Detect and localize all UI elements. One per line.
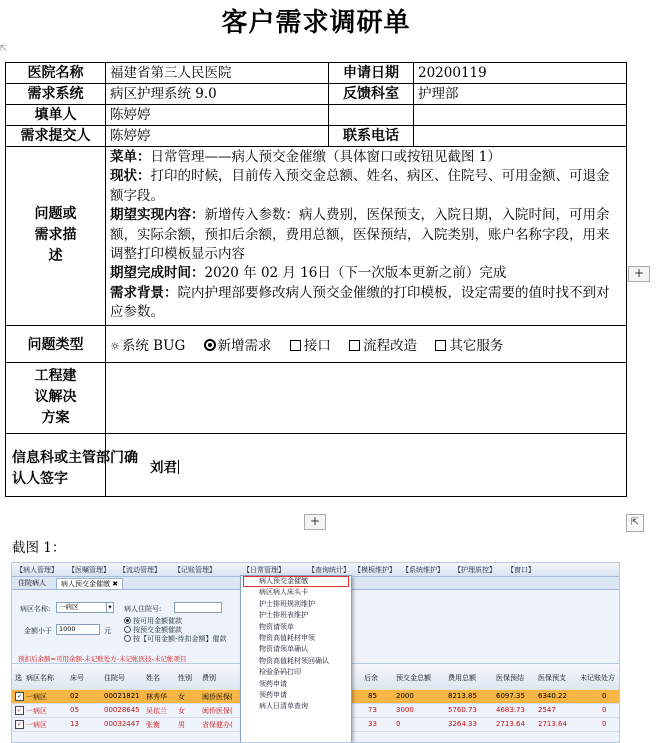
engineer-label-text: 工程建议解决方案 (34, 368, 77, 427)
type-label: 问题类型 (6, 325, 106, 362)
radio-selected-icon (204, 339, 216, 351)
daily-management-dropdown (240, 575, 352, 743)
row-checkbox[interactable]: ✓ (16, 707, 23, 714)
desc-label-text: 问题或需求描述 (34, 206, 77, 265)
text-cursor (178, 460, 179, 474)
screenshot-caption: 截图 1： (12, 540, 66, 556)
amount-label: 金额小于 (24, 627, 52, 635)
menu-item-deposit-reminder[interactable]: 病人预交金催缴 (243, 576, 349, 587)
request-form-table (5, 62, 627, 497)
col-header[interactable]: 住院号 (104, 674, 125, 682)
hospital-value[interactable]: 福建省第三人民医院 (106, 63, 329, 84)
menu-item[interactable]: 【系统维护】 (402, 566, 444, 574)
submitter-label: 需求提交人 (6, 126, 106, 147)
checkbox-icon (290, 340, 301, 351)
status-text: 打印的时候，目前传入预交金总额、姓名、病区、住院号、可用金额、可退金额字段。 (110, 168, 610, 204)
apply-date-label: 申请日期 (329, 63, 414, 84)
menu-item[interactable]: 物资高值耗材领回确认 (259, 656, 329, 665)
table-row[interactable]: ✓ 一病区 13 00032447 张衡 男 省保健办( 33 0 3264.33 2713.64 2713.64 0 (12, 718, 619, 732)
deadline-key: 期望完成时间： (110, 265, 205, 282)
checkbox-icon (349, 340, 360, 351)
system-label: 需求系统 (6, 84, 106, 105)
background-text: 院内护理部要修改病人预交金催缴的打印模板，设定需要的值时找不到对应参数。 (110, 284, 610, 321)
sign-label: 信息科或主管部门确认人签字 (12, 449, 138, 487)
expect-line (110, 206, 622, 264)
radio-selected-icon (124, 617, 131, 624)
menu-item[interactable]: 【护理质控】 (454, 566, 496, 574)
background-line (110, 284, 622, 323)
sign-label-cell (6, 433, 138, 496)
desc-label (6, 147, 106, 326)
col-header[interactable]: 姓名 (146, 674, 160, 682)
menu-line (110, 148, 622, 167)
col-header[interactable]: 病区名称 (26, 674, 54, 682)
col-header[interactable]: 床号 (70, 674, 84, 682)
menu-item[interactable]: 【病人管理】 (16, 566, 58, 574)
balance-formula-note: 预扣后余额=可用余额-未记账处方-未记帐医技-未记帐项目 (18, 655, 187, 663)
menu-item[interactable]: 护士排班表维护 (259, 611, 308, 620)
dept-value[interactable]: 护理部 (414, 84, 627, 105)
table-row[interactable]: ✓ 一病区 05 00028645 吴依兰 女 闽侨医保( 73 3000 5760.73 4683.73 2547 0 (12, 704, 619, 718)
status-key: 现状： (110, 168, 151, 185)
phone-label: 联系电话 (329, 126, 414, 147)
submitter-value[interactable]: 陈婷婷 (106, 126, 329, 147)
system-value[interactable]: 病区护理系统 9.0 (106, 84, 329, 105)
tab-inpatient[interactable]: 住院病人 (18, 579, 46, 587)
col-header[interactable]: 预交金总额 (396, 674, 431, 682)
desc-body[interactable] (106, 147, 627, 326)
row-checkbox[interactable]: ✓ (16, 721, 23, 728)
status-line (110, 167, 622, 206)
sign-value: 刘君 (150, 459, 177, 476)
menu-item[interactable]: 【查询统计】 (308, 566, 350, 574)
menu-item[interactable]: 物资请领单确认 (259, 645, 308, 654)
engineer-value[interactable] (106, 362, 627, 433)
add-row-plus-icon[interactable]: + (304, 514, 326, 530)
document-title: 客户需求调研单 (221, 8, 411, 38)
type-option-new[interactable]: 新增需求 (204, 334, 272, 354)
col-header[interactable]: 医保预结 (496, 674, 524, 682)
radio-by-available-minus-pending[interactable]: 按【可用金额-待扣金额】催款 (124, 634, 227, 644)
menu-key: 菜单： (110, 149, 151, 165)
background-key: 需求背景： (110, 284, 178, 301)
menu-item[interactable]: 领药申请 (259, 690, 287, 699)
col-header[interactable]: 后余 (364, 674, 378, 682)
menu-item[interactable]: 【医嘱管理】 (68, 566, 110, 574)
menu-item[interactable]: 检验条码打印 (259, 668, 301, 677)
menu-item[interactable]: 护士排班规则维护 (259, 599, 315, 608)
empty-cell (414, 105, 627, 126)
engineer-label (6, 362, 106, 433)
table-anchor-icon[interactable]: ⇱ (0, 44, 8, 54)
type-option-other[interactable]: 其它服务 (435, 334, 503, 354)
menu-item[interactable]: 【窗口】 (507, 566, 535, 574)
menu-item[interactable]: 【记账管理】 (174, 566, 216, 574)
col-header[interactable]: 性别 (178, 674, 192, 682)
menu-text: 日常管理——病人预交金催缴（具体窗口或按钮见截图 1） (150, 149, 501, 165)
menu-item[interactable]: 领药申请 (259, 679, 287, 688)
apply-date-value[interactable]: 20200119 (414, 63, 627, 84)
hospital-label: 医院名称 (6, 63, 106, 84)
expect-key: 期望实现内容： (110, 207, 205, 224)
type-option-process[interactable]: 流程改造 (349, 334, 417, 354)
radio-by-available[interactable]: 按可用金额催款 (124, 616, 182, 626)
table-row[interactable]: ✓ 一病区 02 00021821 林秀华 女 闽侨医保( 85 2000 8213.85 6097.35 6340.22 0 (12, 690, 619, 704)
type-option-bug[interactable]: ☼ 系统 BUG (110, 337, 186, 354)
type-option-interface[interactable]: 接口 (290, 334, 331, 354)
chevron-down-icon[interactable]: ▾ (106, 602, 114, 613)
amount-unit: 元 (104, 627, 111, 635)
menu-item[interactable]: 物资请领单 (259, 622, 294, 631)
phone-value[interactable] (414, 126, 627, 147)
checkbox-icon (435, 340, 446, 351)
embedded-screenshot (11, 562, 620, 743)
dept-label: 反馈科室 (329, 84, 414, 105)
col-header[interactable]: 未记账处方 (580, 674, 615, 682)
ward-label: 病区名称: (20, 605, 51, 613)
deadline-line (110, 264, 622, 283)
menu-item[interactable]: 物资高值耗材申领 (259, 633, 315, 642)
menu-item[interactable]: 【模板维护】 (354, 566, 396, 574)
radio-by-deposit[interactable]: 按预交金额催款 (124, 625, 182, 635)
ward-select[interactable]: 一病区 (56, 602, 108, 613)
col-header[interactable]: 医保预支 (538, 674, 566, 682)
inpatient-no-label: 病人住院号: (124, 605, 162, 613)
row-checkbox[interactable]: ✓ (16, 693, 23, 700)
tab-close-icon[interactable]: ✖ (112, 580, 119, 588)
menu-item[interactable]: 【流动管理】 (119, 566, 161, 574)
inpatient-no-input[interactable] (174, 602, 222, 613)
filler-label: 填单人 (6, 105, 106, 126)
menu-item[interactable]: 病区病人床头卡 (259, 588, 308, 597)
filler-value[interactable]: 陈婷婷 (106, 105, 329, 126)
menu-item[interactable]: 病人日清单查询 (259, 702, 308, 711)
resize-handle-icon[interactable]: ⇱ (626, 514, 644, 532)
deadline-text: 2020 年 02 月 16日（下一次版本更新之前）完成 (204, 265, 507, 282)
radio-icon (124, 626, 131, 633)
radio-gear-icon: ☼ (110, 339, 120, 353)
tab-deposit-reminder[interactable]: 病人预交金催缴 ✖ (56, 578, 123, 589)
sign-value-cell[interactable] (106, 433, 627, 496)
col-header[interactable]: 费别 (202, 674, 216, 682)
col-header[interactable]: 费用总额 (448, 674, 476, 682)
amount-input[interactable]: 1000 (56, 624, 100, 635)
expect-text: 新增传入参数：病人费别，医保预支，入院日期，入院时间，可用余额，实际余额，预扣后余额，费用总额，医保预结，入院类别，账户名称字段，用来调整打印模板显示内容 (110, 207, 610, 263)
col-header[interactable]: 选 (15, 674, 22, 682)
radio-icon (124, 635, 131, 642)
menu-item[interactable]: 【日常管理】 (243, 566, 285, 574)
empty-cell (329, 105, 414, 126)
add-column-plus-icon[interactable]: + (628, 266, 650, 282)
type-options (106, 325, 627, 362)
